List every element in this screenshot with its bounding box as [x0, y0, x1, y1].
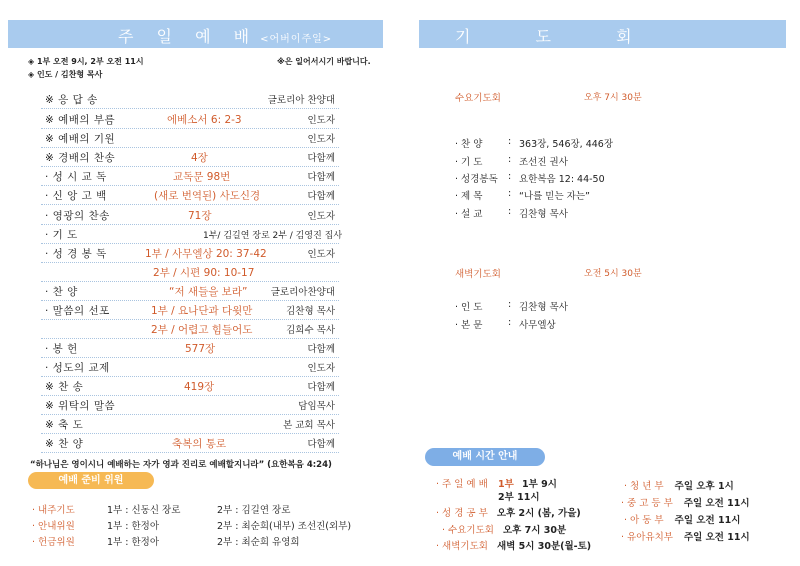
schedule-label: · 청 년 부 — [624, 481, 664, 492]
order-leader: 다함께 — [307, 172, 335, 183]
order-detail: 교독문 98번 — [173, 171, 231, 183]
schedule-row — [621, 495, 750, 509]
schedule-value: 주일 오전 11시 — [683, 498, 750, 509]
schedule-row — [442, 522, 566, 536]
order-item: ※ 경배의 찬송 — [45, 152, 116, 164]
prayer-title: 기 도 회 — [455, 27, 662, 46]
order-detail: 577장 — [185, 343, 216, 355]
schedule-value: 주일 오전 11시 — [683, 532, 750, 543]
detail-colon: : — [508, 299, 512, 310]
schedule-label: · 새벽기도회 — [436, 541, 488, 552]
detail-value: 사무엘상 — [519, 320, 556, 331]
order-detail: (새로 번역된) 사도신경 — [154, 190, 261, 202]
detail-label: · 본 문 — [455, 320, 483, 331]
detail-colon: : — [508, 154, 512, 165]
order-detail: 2부 / 시편 90: 10-17 — [153, 267, 255, 279]
order-row — [41, 357, 339, 377]
order-row — [41, 433, 339, 453]
schedule-row — [436, 505, 581, 519]
order-item: · 영광의 찬송 — [45, 210, 110, 222]
detail-colon: : — [508, 188, 512, 199]
committee-second: 2부 : 최순희 유영희 — [217, 537, 300, 548]
order-item: · 성 경 봉 독 — [45, 248, 107, 260]
worship-subtitle: <어버이주일> — [260, 34, 333, 45]
order-item: ※ 찬 송 — [45, 381, 84, 393]
schedule-row — [498, 489, 540, 503]
order-detail: 1부/ 김길연 장로 2부 / 김영진 집사 — [203, 231, 343, 241]
detail-label: · 기 도 — [455, 157, 483, 168]
order-item: ※ 예배의 부름 — [45, 114, 116, 126]
order-item: ※ 위탁의 말씀 — [45, 400, 116, 412]
order-leader: 다함께 — [307, 191, 335, 202]
order-row — [41, 109, 339, 129]
order-row — [41, 128, 339, 148]
schedule-value: 2부 11시 — [498, 492, 540, 503]
order-row — [41, 89, 339, 109]
order-leader: 다함께 — [307, 153, 335, 164]
detail-label: · 찬 양 — [455, 139, 483, 150]
order-item: · 기 도 — [45, 229, 78, 241]
order-leader: 담임목사 — [298, 401, 335, 412]
worship-title: 주 일 예 배 — [118, 27, 259, 46]
order-leader: 다함께 — [307, 439, 335, 450]
detail-label: · 제 목 — [455, 191, 483, 202]
detail-label: · 인 도 — [455, 302, 483, 313]
detail-value: “나를 믿는 자는” — [519, 191, 590, 202]
order-row — [41, 166, 339, 186]
order-detail: 419장 — [184, 381, 215, 393]
schedule-label: · 성 경 공 부 — [436, 508, 488, 519]
order-detail: 1부 / 사무엘상 20: 37-42 — [145, 248, 267, 260]
scripture-quote: “하나님은 영이시니 예배하는 자가 영과 진리로 예배할지니라” (요한복음 4:24) — [30, 460, 332, 470]
order-item: ※ 찬 양 — [45, 438, 84, 450]
order-row — [41, 414, 339, 434]
order-row — [41, 205, 339, 225]
detail-value: 김찬형 목사 — [519, 209, 568, 220]
order-row — [41, 262, 339, 282]
detail-label: · 설 교 — [455, 209, 483, 220]
committee-label: · 내주기도 — [32, 505, 75, 516]
order-leader: 인도자 — [307, 211, 335, 222]
order-leader: 글로리아 찬양대 — [267, 95, 335, 106]
order-detail: 에베소서 6: 2-3 — [167, 114, 242, 126]
order-item: · 봉 헌 — [45, 343, 78, 355]
schedule-value: 새벽 5시 30분(월-토) — [496, 541, 592, 552]
schedule-row — [621, 529, 750, 543]
detail-value: 김찬형 목사 — [519, 302, 568, 313]
schedule-value: 1부 9시 — [522, 479, 557, 490]
order-row — [41, 300, 339, 320]
committee-label: · 헌금위원 — [32, 537, 75, 548]
order-row — [41, 243, 339, 263]
detail-label: · 성경봉독 — [455, 174, 498, 185]
schedule-row: 1부 — [498, 479, 514, 490]
detail-colon: : — [508, 171, 512, 182]
committee-second: 2부 : 김길연 장로 — [217, 505, 291, 516]
order-leader: 인도자 — [307, 115, 335, 126]
order-leader: 본 교회 목사 — [283, 420, 335, 431]
order-item: · 신 앙 고 백 — [45, 190, 107, 202]
committee-first: 1부 : 한정아 — [107, 537, 159, 548]
order-item: · 말씀의 선포 — [45, 305, 110, 317]
order-leader: 인도자 — [307, 134, 335, 145]
committee-second: 2부 : 최순희(내부) 조선진(외부) — [217, 521, 352, 532]
order-detail: “저 새들을 보라” — [169, 286, 248, 298]
order-row — [41, 224, 343, 244]
order-leader: 글로리아찬양대 — [270, 287, 335, 298]
schedule-row — [624, 512, 740, 526]
detail-value: 363장, 546장, 446장 — [519, 139, 614, 150]
order-item: ※ 예배의 기원 — [45, 133, 116, 145]
detail-value: 조선진 권사 — [519, 157, 568, 168]
order-item: · 성도의 교제 — [45, 362, 110, 374]
schedule-title: 예배 시간 안내 — [425, 448, 545, 466]
committee-first: 1부 : 한정아 — [107, 521, 159, 532]
schedule-label: · 유아유치부 — [621, 532, 673, 543]
schedule-label: · 주 일 예 배 — [436, 479, 488, 490]
committee-title: 예배 준비 위원 — [28, 472, 154, 489]
schedule-value: 오후 2시 (봄, 가을) — [496, 508, 581, 519]
order-item: · 성 시 교 독 — [45, 171, 107, 183]
order-detail: 71장 — [188, 210, 212, 222]
schedule-label: · 아 동 부 — [624, 515, 664, 526]
committee-first: 1부 : 신동신 장로 — [107, 505, 181, 516]
order-row — [41, 319, 339, 339]
wednesday-title: 수요기도회 — [455, 93, 501, 104]
order-item: ※ 축 도 — [45, 419, 84, 431]
order-row — [41, 395, 339, 415]
schedule-label: · 수요기도회 — [442, 525, 494, 536]
order-leader: 김희수 목사 — [286, 325, 335, 336]
order-item: ※ 응 답 송 — [45, 94, 98, 106]
wednesday-time: 오후 7시 30분 — [584, 93, 642, 103]
order-item: · 찬 양 — [45, 286, 78, 298]
order-row — [41, 185, 339, 205]
order-leader: 인도자 — [307, 249, 335, 260]
worship-header — [8, 20, 383, 48]
order-leader: 다함께 — [307, 382, 335, 393]
schedule-row — [436, 538, 591, 552]
order-detail: 1부 / 요나단과 다윗만 — [151, 305, 253, 317]
dawn-time: 오전 5시 30분 — [584, 269, 642, 279]
detail-value: 요한복음 12: 44-50 — [519, 174, 605, 185]
schedule-value: 주일 오후 1시 — [674, 481, 734, 492]
prayer-header — [419, 20, 786, 48]
order-row — [41, 147, 339, 167]
order-detail: 2부 / 어렵고 힘들어도 — [151, 324, 253, 336]
detail-colon: : — [508, 206, 512, 217]
committee-label: · 안내위원 — [32, 521, 75, 532]
dawn-title: 새벽기도회 — [455, 269, 501, 280]
order-detail: 4장 — [191, 152, 208, 164]
schedule-label: · 중 고 등 부 — [621, 498, 673, 509]
schedule-value: 오후 7시 30분 — [502, 525, 567, 536]
detail-colon: : — [508, 317, 512, 328]
leader-info: ◈ 인도 / 김찬형 목사 — [28, 70, 103, 79]
stand-note: ※은 일어서시기 바랍니다. — [277, 57, 371, 66]
schedule-row — [522, 476, 557, 490]
schedule-row — [624, 478, 734, 492]
detail-colon: : — [508, 136, 512, 147]
order-leader: 다함께 — [307, 344, 335, 355]
order-leader: 김찬형 목사 — [286, 306, 335, 317]
order-leader: 인도자 — [307, 363, 335, 374]
order-row — [41, 281, 339, 301]
order-row — [41, 376, 339, 396]
schedule-value: 주일 오전 11시 — [674, 515, 741, 526]
service-times: ◈ 1부 오전 9시, 2부 오전 11시 — [28, 57, 144, 66]
order-row — [41, 338, 339, 358]
order-detail: 축복의 통로 — [172, 438, 227, 450]
